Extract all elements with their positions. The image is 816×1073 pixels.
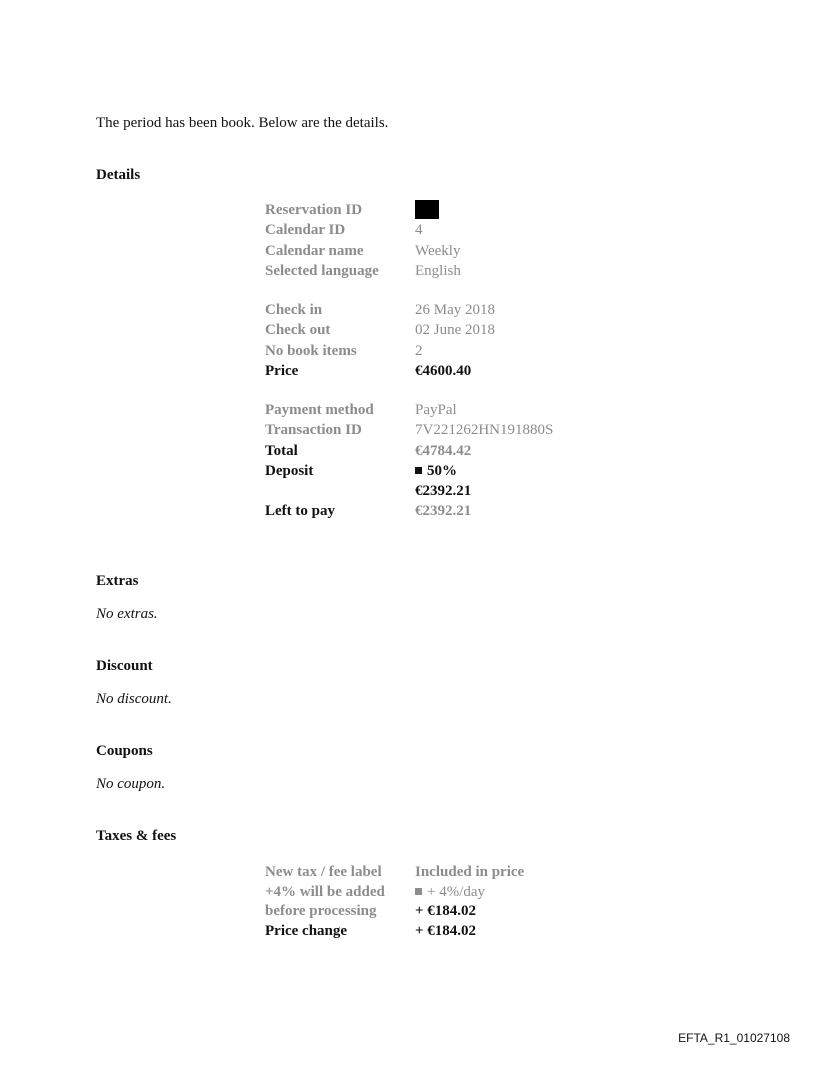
detail-value: 7V221262HN191880S [415,422,554,438]
coupons-heading: Coupons [96,743,153,759]
detail-label: No book items [265,343,357,359]
tax-label: Price change [265,923,348,939]
tax-label: before processing [265,903,377,919]
detail-label: Left to pay [265,503,335,519]
detail-value: English [415,263,461,279]
discount-text: No discount. [96,691,172,707]
deposit-amount: €2392.21 [415,483,472,499]
detail-label: Selected language [265,263,379,279]
detail-label: Calendar name [265,243,364,259]
extras-text: No extras. [96,606,158,622]
tax-label: New tax / fee label [265,864,382,880]
detail-label: Transaction ID [265,422,362,438]
detail-value: €2392.21 [415,503,472,519]
tax-label: +4% will be added [265,884,385,900]
detail-label: Total [265,443,298,459]
tax-value: Included in price [415,864,525,880]
coupons-text: No coupon. [96,776,166,792]
detail-label: Calendar ID [265,222,346,238]
detail-value: €4600.40 [415,363,472,379]
detail-label: Price [265,363,299,379]
deposit-percent-text: 50% [427,463,457,479]
detail-label: Check out [265,322,331,338]
extras-heading: Extras [96,573,139,589]
details-heading: Details [96,167,141,183]
detail-label: Deposit [265,463,314,479]
bullet-icon [415,467,422,474]
discount-heading: Discount [96,658,153,674]
tax-rate-text: + 4%/day [427,884,486,900]
detail-label: Check in [265,302,323,318]
detail-label: Reservation ID [265,202,363,218]
tax-rate-value [415,882,485,902]
redaction-box [415,200,439,219]
detail-value: 26 May 2018 [415,302,495,318]
intro-text: The period has been book. Below are the details. [96,115,389,131]
detail-value: PayPal [415,402,457,418]
detail-label: Payment method [265,402,374,418]
detail-value: 02 June 2018 [415,322,495,338]
reservation-id-value [415,200,439,220]
detail-value: Weekly [415,243,461,259]
detail-value: €4784.42 [415,443,472,459]
detail-value: 2 [415,343,423,359]
deposit-percent [415,461,457,481]
bullet-icon [415,888,422,895]
detail-value: 4 [415,222,423,238]
tax-value: + €184.02 [415,923,477,939]
document-id: EFTA_R1_01027108 [678,1031,790,1045]
taxes-heading: Taxes & fees [96,828,177,844]
tax-value: + €184.02 [415,903,477,919]
